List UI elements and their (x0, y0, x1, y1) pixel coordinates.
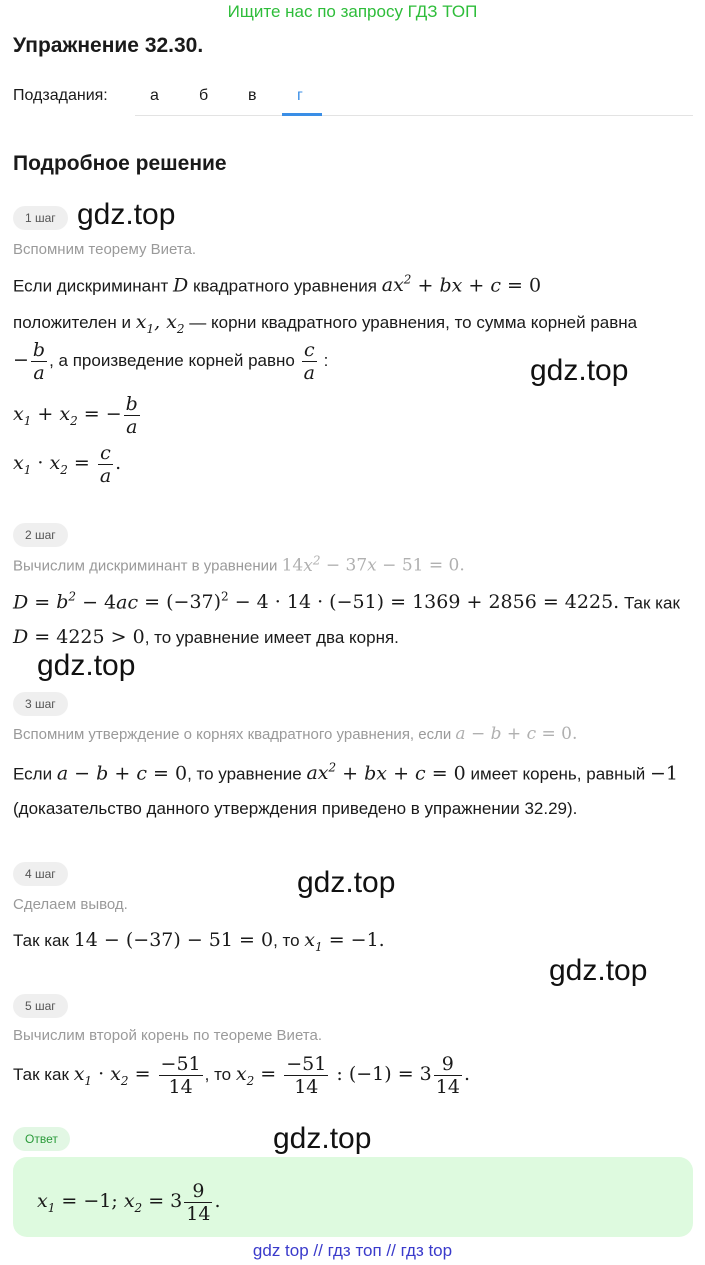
step-2-text-b: , то уравнение имеет два корня. (144, 628, 399, 647)
tab-b[interactable]: б (199, 87, 209, 104)
step-3-line-1: Если a − b + c = 0, то уравнение $ax^2$ + bx + c = 0 имеет корень, равный −1 (13, 761, 679, 785)
answer-badge: Ответ (13, 1127, 70, 1151)
step-3-text-c: имеет корень, равный (470, 764, 646, 784)
active-tab-indicator (282, 113, 322, 116)
step-1-text-d: — корни квадратного уравнения, то сумма корней равна (189, 313, 638, 332)
tabs-divider (135, 115, 693, 116)
discriminant-calc: $D = b^2 - 4ac = (-37)^2 - 4 \cdot 14 \cdot (-51) = 1369 + 2856 = 4225$. Так как (13, 590, 680, 614)
step-5-text-b: , то (204, 1064, 232, 1084)
footer-links[interactable]: gdz top // гдз топ // гдз top (252, 1241, 453, 1260)
tab-v[interactable]: в (248, 87, 257, 104)
step-5-text: Так как (13, 1064, 69, 1084)
step-3-badge: 3 шаг (13, 692, 68, 716)
step-5-badge: 5 шаг (13, 994, 68, 1018)
step-4-text: Так как (13, 931, 69, 950)
watermark: gdz.top (37, 649, 136, 682)
step-4-hint: Сделаем вывод. (13, 896, 128, 913)
watermark: gdz.top (530, 354, 629, 387)
vieta-sum: $x_1 + x_2$ = − $\frac{b}{a}$ (13, 393, 138, 438)
subtasks-label: Подзадания: (13, 87, 108, 104)
step-2-badge: 2 шаг (13, 523, 68, 547)
watermark: gdz.top (273, 1122, 372, 1155)
step-1-text: Если дискриминант (13, 276, 169, 296)
section-title: Подробное решение (13, 152, 227, 175)
step-3-line-2: (доказательство данного утверждения приведено в упражнении 32.29). (13, 799, 578, 818)
step-3-hint-text: Вспомним утверждение о корнях квадратного уравнения, если (13, 726, 452, 743)
step-2-text: Так как (623, 593, 680, 613)
watermark: gdz.top (549, 954, 648, 987)
watermark: gdz.top (77, 198, 176, 231)
search-banner: Ищите нас по запросу ГДЗ ТОП (227, 2, 478, 21)
answer-formula: $x_1 = -1$; $x_2 = 3$ $\frac{9}{14}$ . (37, 1180, 221, 1225)
tab-g-active[interactable]: г (297, 87, 303, 104)
step-1-text-b: квадратного уравнения (193, 276, 378, 296)
step-1-hint: Вспомним теорему Виета. (13, 241, 197, 258)
step-5-hint: Вычислим второй корень по теореме Виета. (13, 1027, 322, 1044)
step-1-badge: 1 шаг (13, 206, 68, 230)
step-1-text-c: положителен и (13, 313, 131, 332)
page-title: Упражнение 32.30. (13, 34, 204, 57)
step-2-hint-text: Вычислим дискриминант в уравнении (13, 557, 278, 575)
step-1-line-1: Если дискриминант D квадратного уравнения $ax^2$ + bx + c = 0 (13, 273, 542, 297)
step-1-line-3: − $\frac{b}{a}$ , а произведение корней равно $\frac{c}{a}$ : (13, 339, 329, 384)
step-5-line-1: Так как $x_1 \cdot x_2$ = $\frac{-51}{14}$ , то $x_2$ = $\frac{-51}{14}$ : (−1) = 3 $\frac{9}{14}$ . (13, 1053, 470, 1098)
step-3-text-b: , то уравнение (187, 764, 302, 784)
tab-a[interactable]: а (150, 87, 159, 104)
step-2-line-2: D = 4225 > 0, то уравнение имеет два корня. (13, 626, 399, 648)
step-4-badge: 4 шаг (13, 862, 68, 886)
step-3-text: Если (13, 764, 53, 784)
step-1-line-2: положителен и $x_1$, $x_2$ — корни квадратного уравнения, то сумма корней равна (13, 311, 638, 336)
step-4-line-1: Так как 14 − (−37) − 51 = 0, то $x_1 = -1$. (13, 929, 385, 954)
vieta-product: $x_1 \cdot x_2$ = $\frac{c}{a}$ . (13, 442, 122, 487)
step-4-text-b: , то (273, 931, 300, 950)
step-2-hint: Вычислим дискриминант в уравнении $14x^2 - 37x - 51 = 0$. (13, 553, 465, 576)
step-3-hint: Вспомним утверждение о корнях квадратного уравнения, если a − b + c = 0. (13, 724, 578, 744)
watermark: gdz.top (297, 866, 396, 899)
step-1-text-e: , а произведение корней равно (49, 350, 295, 370)
